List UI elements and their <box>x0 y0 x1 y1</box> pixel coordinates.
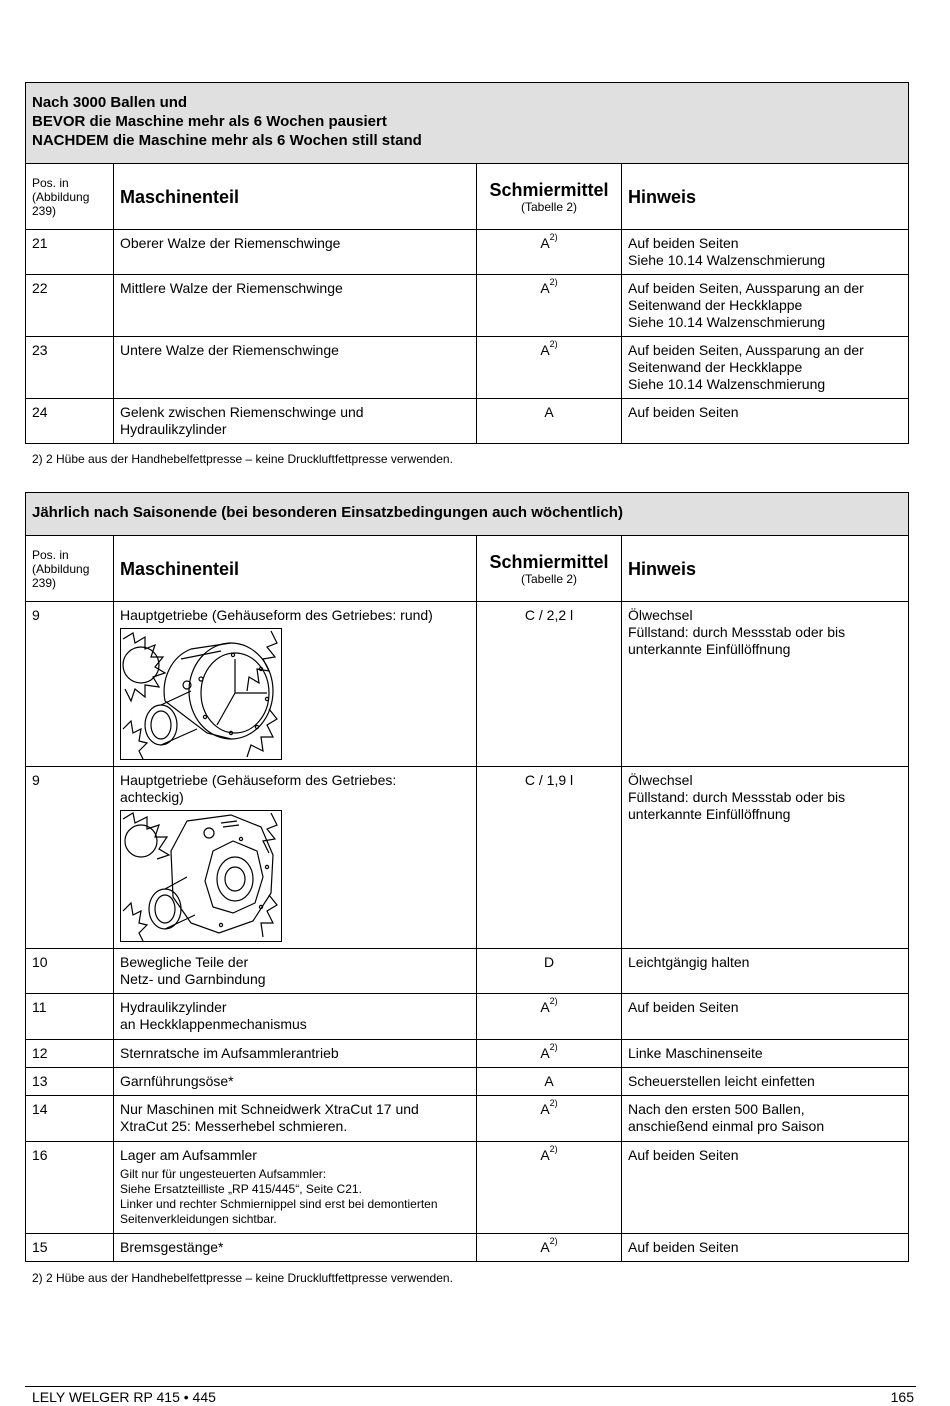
row-part: Bremsgestänge* <box>114 1234 477 1262</box>
header-note: Hinweis <box>628 558 697 579</box>
table-row <box>26 994 909 1040</box>
row-part: Bewegliche Teile der Netz- und Garnbindung <box>114 949 477 994</box>
table-row <box>26 275 909 337</box>
row-note: Auf beiden Seiten <box>622 1234 909 1262</box>
row-pos: 22 <box>26 275 114 337</box>
row-lube: $A^{2)}$ <box>477 1234 622 1262</box>
row-part: Lager am Aufsammler Gilt nur für ungesteuerten Aufsammler: Siehe Ersatzteilliste „RP 415/445“, Seite C21. Linker und rechter Schmiernippel sind erst bei demontierten Seitenverkleidungen sichtbar. <box>114 1142 477 1234</box>
header-note: Hinweis <box>628 186 697 207</box>
row-pos: 10 <box>26 949 114 994</box>
table-row <box>26 1142 909 1234</box>
header-pos: Pos. in (Abbildung 239) <box>32 176 90 218</box>
row-pos: 11 <box>26 994 114 1040</box>
table-row <box>26 399 909 444</box>
row-note: Ölwechsel Füllstand: durch Messstab oder bis unterkannte Einfüllöffnung <box>622 767 909 949</box>
row-note: Ölwechsel Füllstand: durch Messstab oder bis unterkannte Einfüllöffnung <box>622 602 909 767</box>
lubrication-table-yearly <box>25 492 909 1262</box>
table-row <box>26 1234 909 1262</box>
row-pos: 9 <box>26 767 114 949</box>
row-lube: D <box>477 949 622 994</box>
row-note: Nach den ersten 500 Ballen, anschießend einmal pro Saison <box>622 1096 909 1142</box>
page-number: 165 <box>890 1389 914 1405</box>
row-lube: $A^{2)}$ <box>477 275 622 337</box>
row-part: Hydraulikzylinder an Heckklappenmechanismus <box>114 994 477 1040</box>
row-note: Leichtgängig halten <box>622 949 909 994</box>
table-row <box>26 767 909 949</box>
table-title-line: Nach 3000 Ballen und <box>32 94 188 111</box>
row-note: Auf beiden Seiten, Aussparung an der Seitenwand der Heckklappe Siehe 10.14 Walzenschmierung <box>622 275 909 337</box>
table-title: Jährlich nach Saisonende (bei besonderen Einsatzbedingungen auch wöchentlich) <box>32 504 623 521</box>
table-title-row <box>26 493 909 536</box>
row-pos: 21 <box>26 230 114 275</box>
row-part: Hauptgetriebe (Gehäuseform des Getriebes: rund) <box>114 602 477 767</box>
table-row <box>26 337 909 399</box>
header-lube: Schmiermittel <box>489 180 609 200</box>
row-note: Auf beiden Seiten <box>622 1142 909 1234</box>
row-lube: $A^{2)}$ <box>477 994 622 1040</box>
header-lube: Schmiermittel <box>489 552 609 572</box>
table-row <box>26 949 909 994</box>
row-pos: 16 <box>26 1142 114 1234</box>
row-lube: C / 1,9 l <box>477 767 622 949</box>
row-part: Untere Walze der Riemenschwinge <box>114 337 477 399</box>
row-pos: 24 <box>26 399 114 444</box>
row-lube: $A^{2)}$ <box>477 1096 622 1142</box>
lubrication-table-3000-bales <box>25 82 909 444</box>
round-gearbox-illustration <box>120 628 282 760</box>
table-title-line: BEVOR die Maschine mehr als 6 Wochen pausiert <box>32 113 387 130</box>
row-pos: 9 <box>26 602 114 767</box>
row-part: Oberer Walze der Riemenschwinge <box>114 230 477 275</box>
row-lube: $A^{2)}$ <box>477 1142 622 1234</box>
table-header-row <box>26 536 909 602</box>
row-part: Gelenk zwischen Riemenschwinge und Hydraulikzylinder <box>114 399 477 444</box>
row-pos: 14 <box>26 1096 114 1142</box>
table-row <box>26 230 909 275</box>
table-row <box>26 1096 909 1142</box>
header-lube-sub: (Tabelle 2) <box>520 572 578 586</box>
footer-product-name: LELY WELGER RP 415 • 445 <box>32 1389 216 1405</box>
row-part: Nur Maschinen mit Schneidwerk XtraCut 17 und XtraCut 25: Messerhebel schmieren. <box>114 1096 477 1142</box>
row-pos: 13 <box>26 1068 114 1096</box>
header-part: Maschinenteil <box>120 186 240 207</box>
footer-divider <box>25 1386 916 1387</box>
row-lube: $A^{2)}$ <box>477 337 622 399</box>
table-title-line: NACHDEM die Maschine mehr als 6 Wochen still stand <box>32 132 422 149</box>
row-note: Auf beiden Seiten, Aussparung an der Seitenwand der Heckklappe Siehe 10.14 Walzenschmierung <box>622 337 909 399</box>
footnote: 2) 2 Hübe aus der Handhebelfettpresse – keine Druckluftfettpresse verwenden. <box>32 452 453 466</box>
header-lube-sub: (Tabelle 2) <box>520 200 578 214</box>
row-lube: $A^{2)}$ <box>477 230 622 275</box>
row-lube: A <box>477 1068 622 1096</box>
footnote: 2) 2 Hübe aus der Handhebelfettpresse – keine Druckluftfettpresse verwenden. <box>32 1271 453 1285</box>
table-row <box>26 602 909 767</box>
row-part: Sternratsche im Aufsammlerantrieb <box>114 1040 477 1068</box>
row-part-detail: Gilt nur für ungesteuerten Aufsammler: Siehe Ersatzteilliste „RP 415/445“, Seite C21. Linker und rechter Schmiernippel sind erst bei demontierten Seitenverkleidungen sichtbar. <box>120 1167 438 1226</box>
header-part: Maschinenteil <box>120 558 240 579</box>
row-part: Hauptgetriebe (Gehäuseform des Getriebes: achteckig) <box>114 767 477 949</box>
row-note: Scheuerstellen leicht einfetten <box>622 1068 909 1096</box>
table-title-row <box>26 83 909 164</box>
row-lube: C / 2,2 l <box>477 602 622 767</box>
row-note: Linke Maschinenseite <box>622 1040 909 1068</box>
row-lube: A <box>477 399 622 444</box>
row-pos: 12 <box>26 1040 114 1068</box>
row-pos: 23 <box>26 337 114 399</box>
header-pos: Pos. in (Abbildung 239) <box>32 548 90 590</box>
table-row <box>26 1068 909 1096</box>
row-lube: $A^{2)}$ <box>477 1040 622 1068</box>
row-pos: 15 <box>26 1234 114 1262</box>
table-row <box>26 1040 909 1068</box>
row-note: Auf beiden Seiten <box>622 994 909 1040</box>
table-header-row <box>26 164 909 230</box>
row-note: Auf beiden Seiten <box>622 399 909 444</box>
row-part: Garnführungsöse* <box>114 1068 477 1096</box>
row-note: Auf beiden Seiten Siehe 10.14 Walzenschmierung <box>622 230 909 275</box>
octagonal-gearbox-illustration <box>120 810 282 942</box>
row-part: Mittlere Walze der Riemenschwinge <box>114 275 477 337</box>
